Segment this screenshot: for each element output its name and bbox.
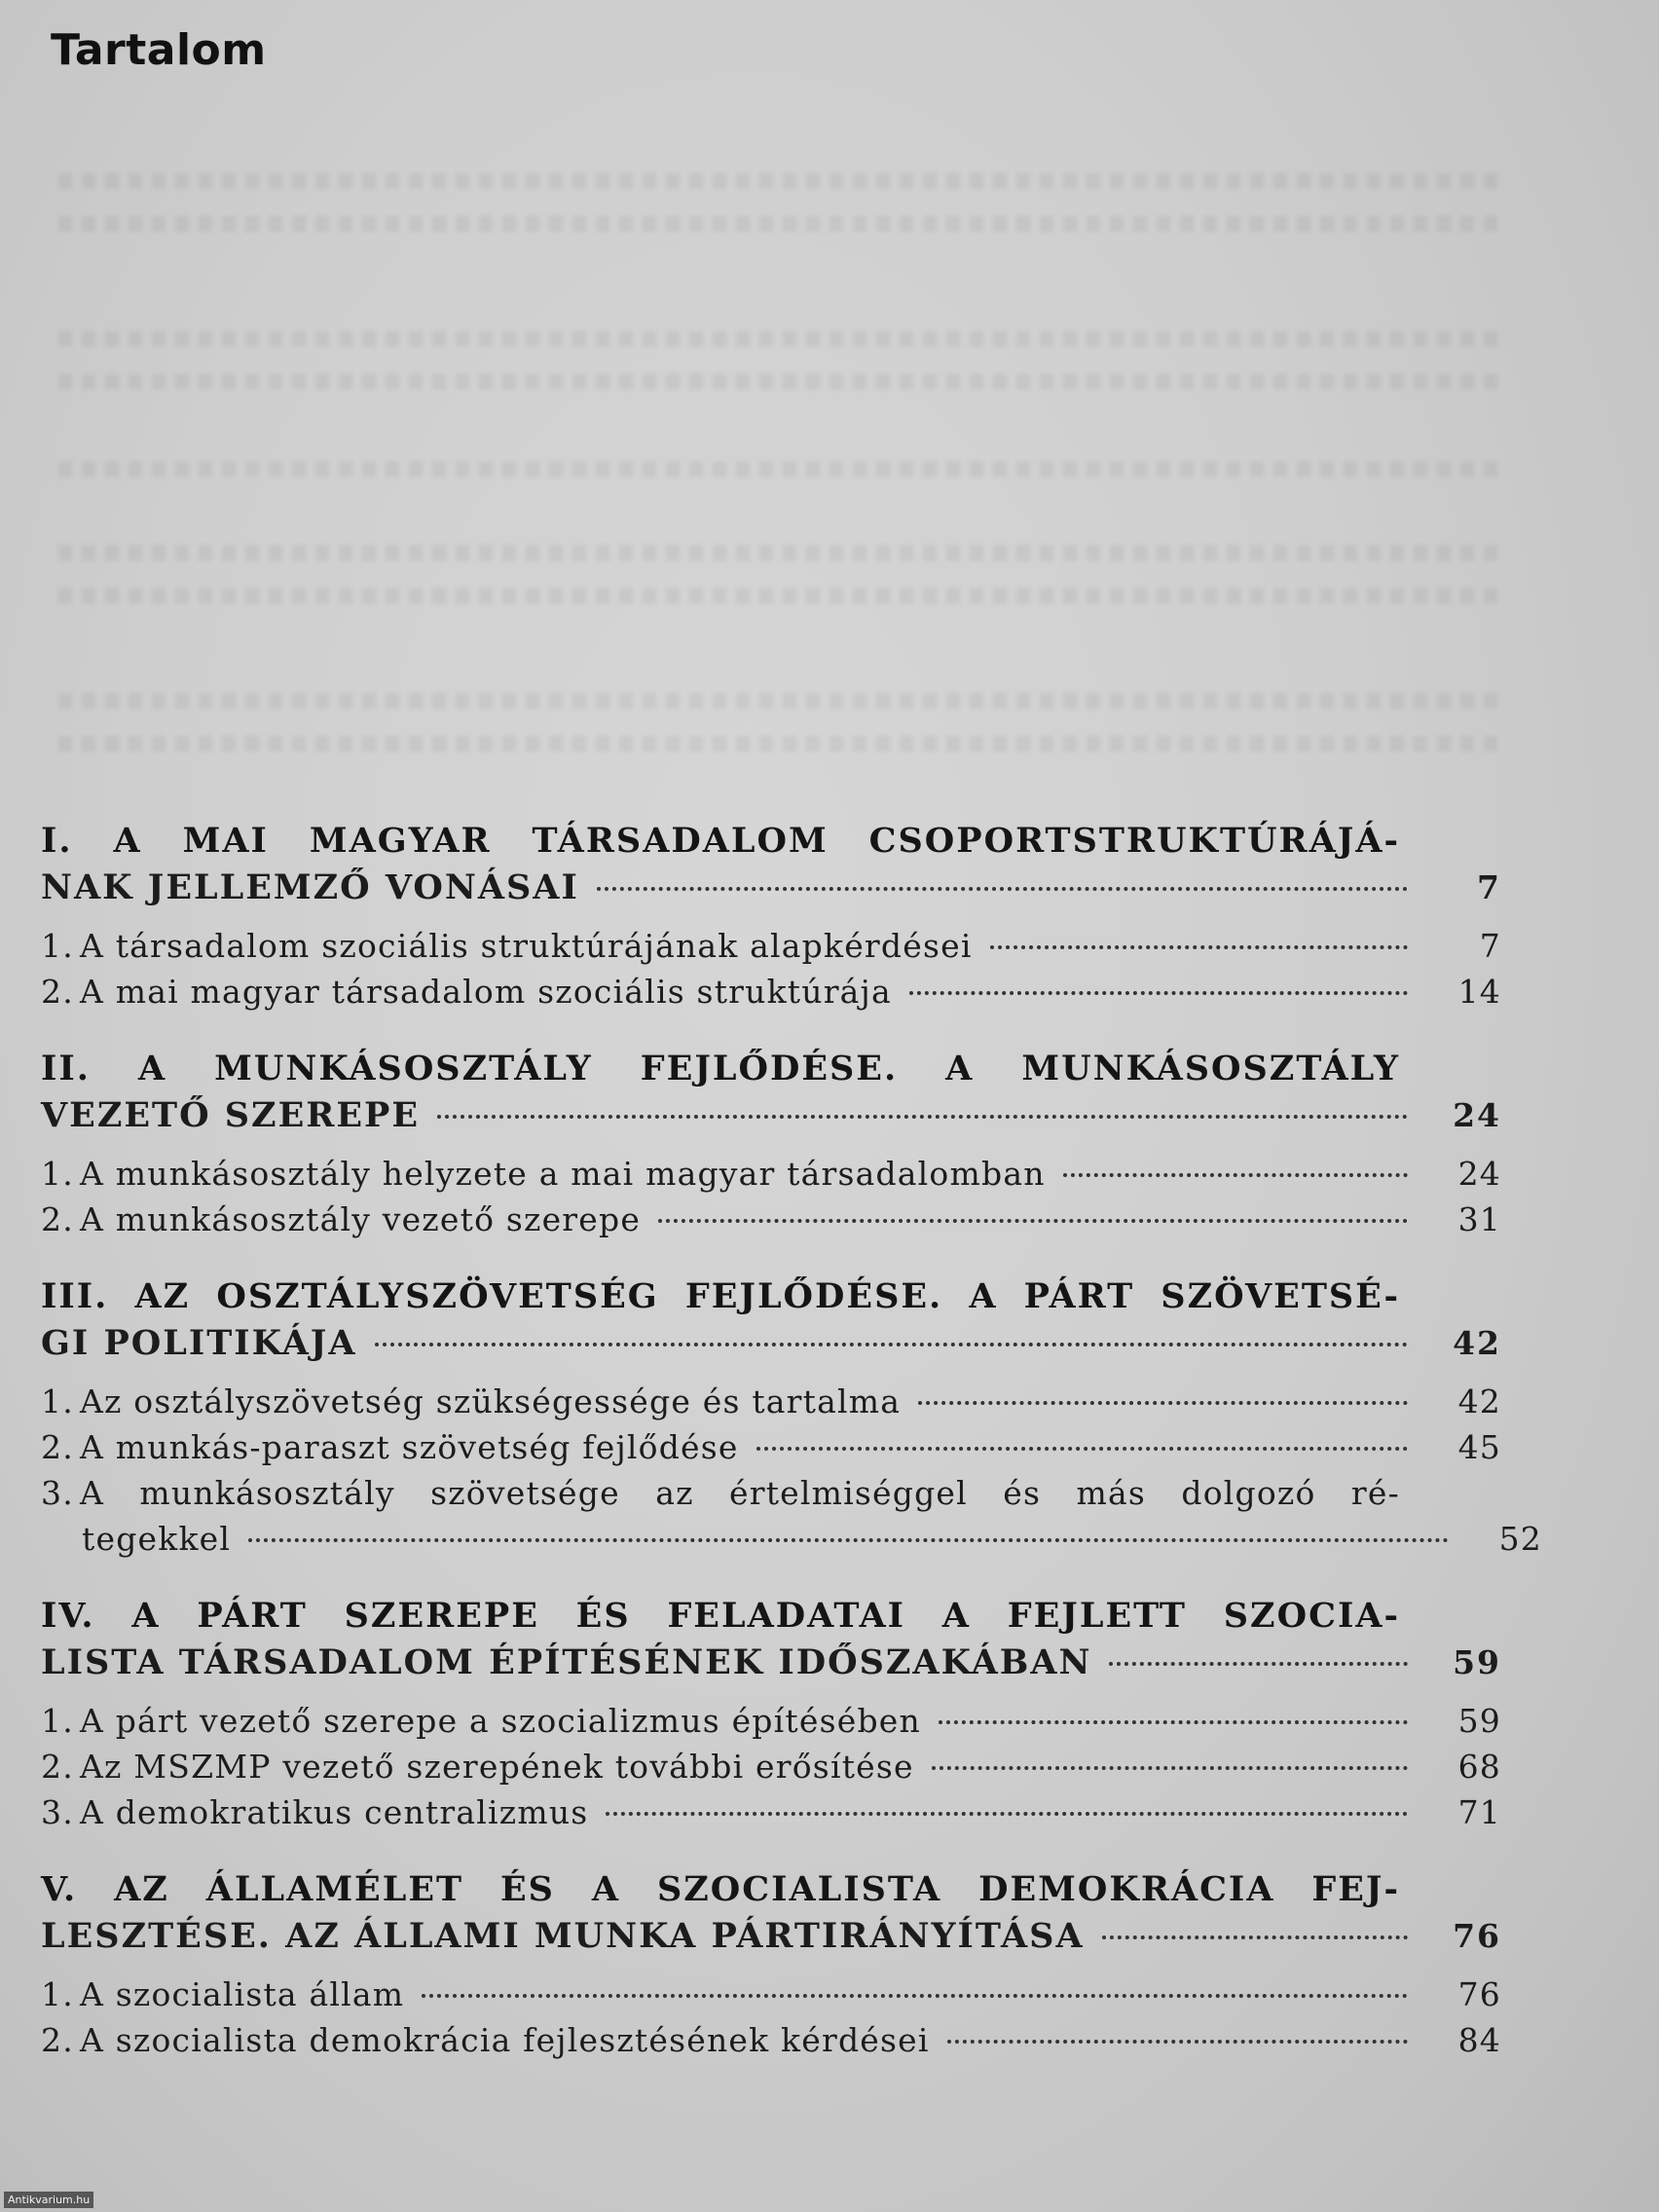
page-number: 7 xyxy=(1477,868,1501,906)
section-title: A társadalom szociális struktúrájának alapkérdései xyxy=(80,927,973,965)
section-title: A munkásosztály helyzete a mai magyar társadalomban xyxy=(80,1155,1046,1193)
dot-leader xyxy=(606,1812,1408,1816)
dot-leader xyxy=(422,1994,1408,1998)
section-number: 1. xyxy=(41,1382,74,1420)
dot-leader xyxy=(1109,1662,1408,1666)
page-number: 42 xyxy=(1453,1324,1501,1362)
chapter-title: III. AZ OSZTÁLYSZÖVETSÉG FEJLŐDÉSE. A PÁRT SZÖVETSÉ- xyxy=(41,1276,1400,1316)
section-title: Az MSZMP vezető szerepének további erősítése xyxy=(80,1748,914,1786)
watermark: Antikvarium.hu xyxy=(4,2192,93,2208)
toc-section-entry[interactable] xyxy=(41,1379,1501,1424)
toc-section-entry[interactable] xyxy=(41,2017,1501,2063)
toc-section-entry[interactable] xyxy=(41,923,1501,969)
chapter-title: LISTA TÁRSADALOM ÉPÍTÉSÉNEK IDŐSZAKÁBAN xyxy=(41,1642,1092,1682)
toc-section-entry[interactable] xyxy=(41,1470,1400,1516)
section-number: 2. xyxy=(41,2021,74,2059)
page-number: 24 xyxy=(1453,1096,1501,1134)
chapter-title-entry[interactable] xyxy=(41,1913,1501,1960)
page-number: 84 xyxy=(1457,2021,1501,2059)
dot-leader xyxy=(756,1447,1408,1451)
section-number: 3. xyxy=(41,1793,74,1831)
toc-section-entry[interactable] xyxy=(41,1972,1501,2017)
chapter-title-entry[interactable] xyxy=(41,865,1501,911)
page-number: 14 xyxy=(1457,973,1501,1011)
toc-section-entry[interactable] xyxy=(41,1744,1501,1789)
section-number: 2. xyxy=(41,1748,74,1786)
dot-leader xyxy=(597,887,1408,891)
dot-leader xyxy=(947,2040,1408,2044)
section-number: 2. xyxy=(41,1200,74,1238)
section-number: 1. xyxy=(41,1702,74,1740)
page-number: 42 xyxy=(1457,1382,1501,1420)
section-number: 1. xyxy=(41,1155,74,1193)
section-number: 1. xyxy=(41,1975,74,2013)
section-title: A munkásosztály szövetsége az értelmiséggel és más dolgozó ré- xyxy=(80,1474,1400,1512)
bleed-through-text xyxy=(58,588,1499,604)
bleed-through-text xyxy=(58,173,1499,189)
dot-leader xyxy=(932,1766,1408,1770)
chapter-title: IV. A PÁRT SZEREPE ÉS FELADATAI A FEJLETT SZOCIA- xyxy=(41,1596,1400,1636)
chapter-title: I. A MAI MAGYAR TÁRSADALOM CSOPORTSTRUKTÚRÁJÁ- xyxy=(41,821,1400,861)
bleed-through-text xyxy=(58,545,1499,561)
bleed-through-text xyxy=(58,461,1499,477)
dot-leader xyxy=(658,1219,1408,1223)
page-number: 59 xyxy=(1457,1702,1501,1740)
section-title: A munkásosztály vezető szerepe xyxy=(80,1200,642,1238)
section-number: 1. xyxy=(41,927,74,965)
page-number: 76 xyxy=(1453,1917,1501,1955)
toc-chapter-2 xyxy=(41,1046,1501,1242)
page-number: 31 xyxy=(1457,1200,1501,1238)
dot-leader xyxy=(909,991,1408,995)
section-number: 2. xyxy=(41,1428,74,1466)
dot-leader xyxy=(918,1401,1408,1405)
toc-chapter-1 xyxy=(41,818,1501,1014)
dot-leader xyxy=(1063,1173,1408,1177)
toc-chapter-3 xyxy=(41,1273,1542,1562)
page-number: 52 xyxy=(1498,1520,1542,1558)
dot-leader xyxy=(248,1538,1449,1542)
section-title: tegekkel xyxy=(82,1520,232,1558)
dot-leader xyxy=(990,945,1408,949)
toc-section-entry[interactable] xyxy=(41,969,1501,1014)
chapter-title-entry[interactable] xyxy=(41,1640,1501,1686)
section-number: 2. xyxy=(41,973,74,1011)
toc-section-entry[interactable] xyxy=(41,1789,1501,1835)
chapter-title: V. AZ ÁLLAMÉLET ÉS A SZOCIALISTA DEMOKRÁCIA FEJ- xyxy=(41,1869,1400,1909)
toc-chapter-5 xyxy=(41,1866,1501,2063)
dot-leader xyxy=(375,1343,1408,1346)
dot-leader xyxy=(1102,1936,1408,1939)
toc-chapter-4 xyxy=(41,1593,1501,1835)
table-of-contents xyxy=(41,818,1542,2094)
section-title: A munkás-paraszt szövetség fejlődése xyxy=(80,1428,739,1466)
chapter-title: GI POLITIKÁJA xyxy=(41,1323,357,1363)
section-title: A mai magyar társadalom szociális struktúrája xyxy=(80,973,892,1011)
page-number: 24 xyxy=(1457,1155,1501,1193)
section-title: A szocialista állam xyxy=(80,1975,405,2013)
bleed-through-text xyxy=(58,216,1499,232)
page-title: Tartalom xyxy=(51,25,267,75)
toc-section-entry[interactable] xyxy=(41,1151,1501,1197)
page-number: 45 xyxy=(1457,1428,1501,1466)
section-title: A párt vezető szerepe a szocializmus építésében xyxy=(80,1702,921,1740)
bleed-through-text xyxy=(58,693,1499,709)
section-title: A demokratikus centralizmus xyxy=(80,1793,589,1831)
toc-section-entry[interactable] xyxy=(41,1197,1501,1242)
page-number: 7 xyxy=(1479,927,1501,965)
dot-leader xyxy=(437,1115,1408,1119)
bleed-through-text xyxy=(58,736,1499,752)
chapter-title: LESZTÉSE. AZ ÁLLAMI MUNKA PÁRTIRÁNYÍTÁSA xyxy=(41,1916,1085,1956)
toc-section-continuation[interactable] xyxy=(41,1516,1542,1562)
toc-section-entry[interactable] xyxy=(41,1698,1501,1744)
section-title: Az osztályszövetség szükségessége és tartalma xyxy=(80,1382,902,1420)
page-number: 59 xyxy=(1453,1643,1501,1681)
bleed-through-text xyxy=(58,374,1499,389)
page-number: 76 xyxy=(1457,1975,1501,2013)
toc-section-entry[interactable] xyxy=(41,1424,1501,1470)
chapter-title: NAK JELLEMZŐ VONÁSAI xyxy=(41,867,579,907)
section-title: A szocialista demokrácia fejlesztésének kérdései xyxy=(80,2021,930,2059)
section-number: 3. xyxy=(41,1474,74,1512)
chapter-title-entry[interactable] xyxy=(41,1092,1501,1139)
chapter-title: VEZETŐ SZEREPE xyxy=(41,1095,421,1135)
chapter-title-entry[interactable] xyxy=(41,1320,1501,1367)
chapter-title: II. A MUNKÁSOSZTÁLY FEJLŐDÉSE. A MUNKÁSOSZTÁLY xyxy=(41,1049,1400,1088)
dot-leader xyxy=(939,1720,1408,1724)
page-number: 71 xyxy=(1457,1793,1501,1831)
bleed-through-text xyxy=(58,331,1499,347)
page-number: 68 xyxy=(1457,1748,1501,1786)
